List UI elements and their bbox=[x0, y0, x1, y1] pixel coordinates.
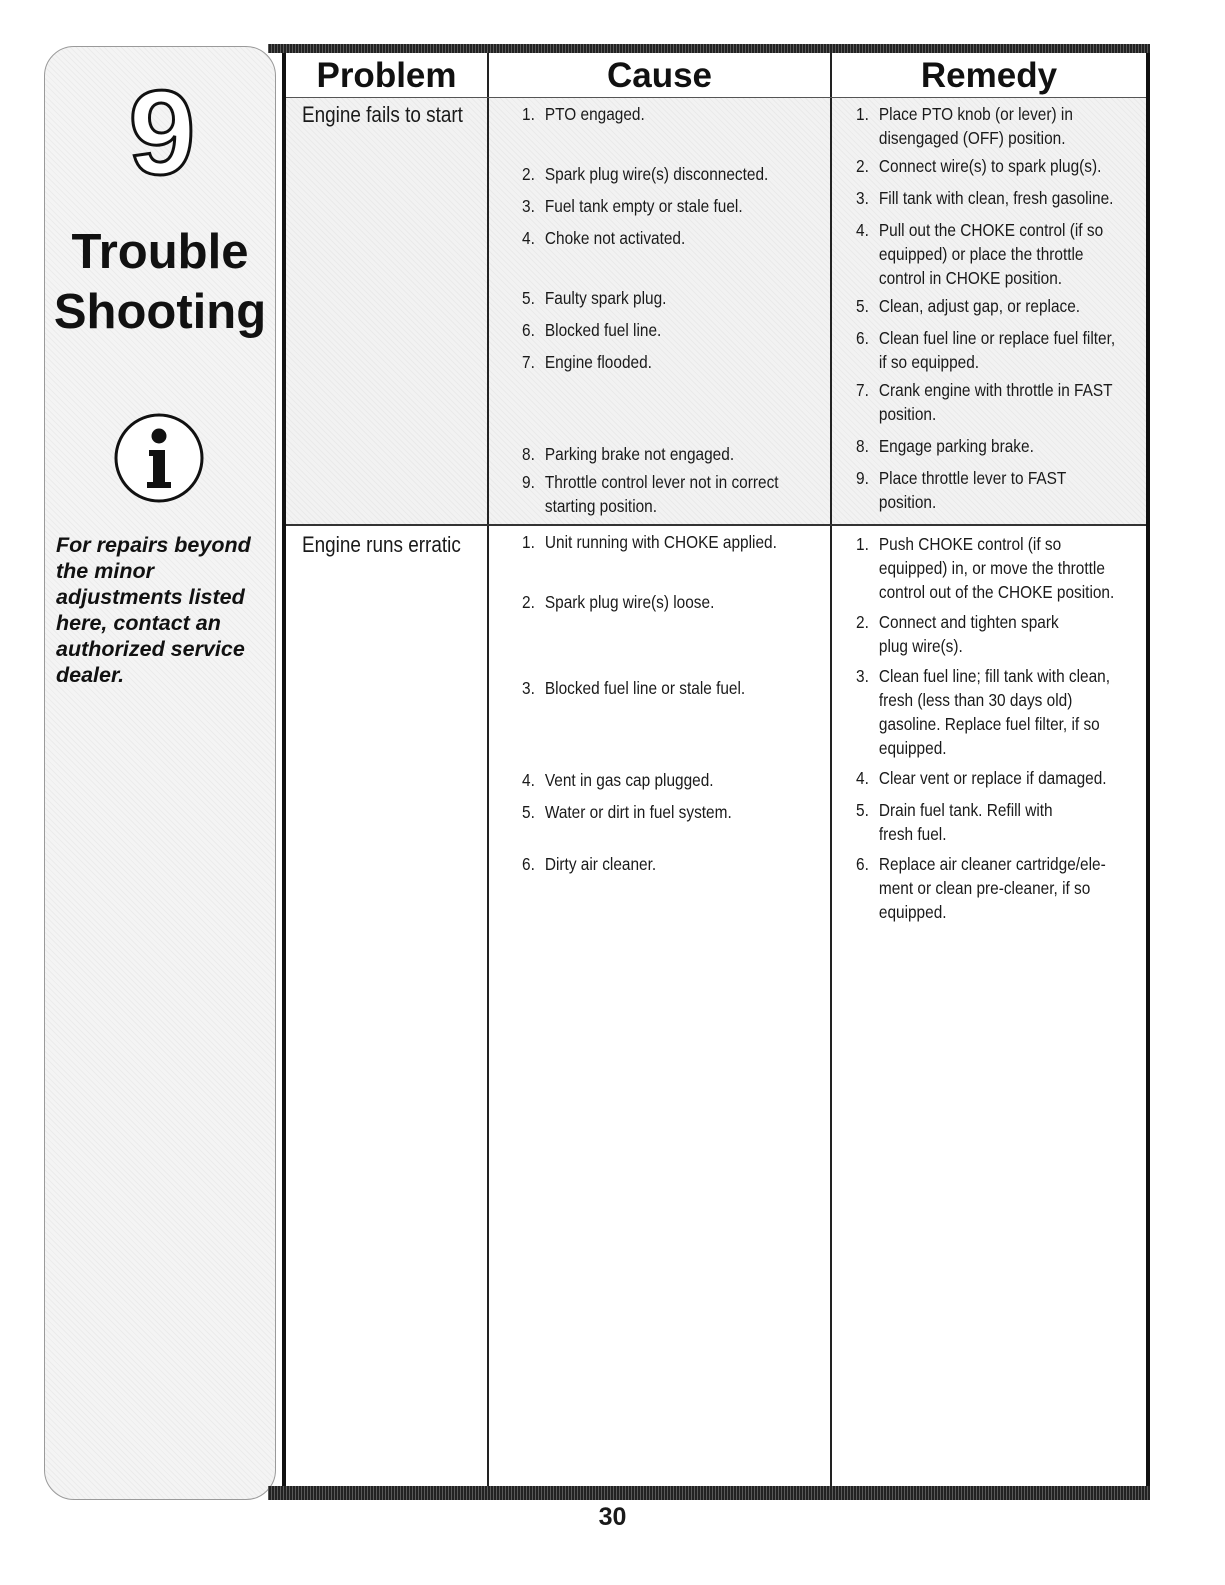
cause-item bbox=[522, 676, 745, 700]
item-text: Blocked fuel line or stale fuel. bbox=[544, 678, 746, 698]
cause-item bbox=[522, 442, 734, 466]
item-text: Engage parking brake. bbox=[878, 436, 1034, 456]
item-text: Water or dirt in fuel system. bbox=[544, 802, 732, 822]
remedy-item bbox=[856, 852, 1106, 924]
item-number: 6. bbox=[522, 854, 535, 874]
item-text: Fuel tank empty or stale fuel. bbox=[544, 196, 743, 216]
item-text: starting position. bbox=[544, 496, 658, 516]
item-text: position. bbox=[878, 404, 937, 424]
remedy-item bbox=[856, 766, 1107, 790]
remedy-item bbox=[856, 378, 1113, 426]
item-number: 9. bbox=[856, 468, 869, 488]
item-text: Clean fuel line or replace fuel filter, bbox=[878, 328, 1116, 348]
cause-item bbox=[522, 530, 777, 554]
item-text: Connect wire(s) to spark plug(s). bbox=[878, 156, 1102, 176]
info-icon bbox=[113, 412, 205, 504]
item-number: 6. bbox=[856, 328, 869, 348]
item-number: 1. bbox=[856, 534, 869, 554]
item-number: 5. bbox=[522, 288, 535, 308]
cause-item bbox=[522, 226, 685, 250]
item-text: PTO engaged. bbox=[544, 104, 645, 124]
item-text: Unit running with CHOKE applied. bbox=[544, 532, 777, 552]
item-text: Fill tank with clean, fresh gasoline. bbox=[878, 188, 1114, 208]
item-text: if so equipped. bbox=[878, 352, 980, 372]
item-text: Blocked fuel line. bbox=[544, 320, 662, 340]
cause-item bbox=[522, 318, 661, 342]
item-text: Connect and tighten spark bbox=[878, 612, 1059, 632]
remedy-item bbox=[856, 186, 1113, 210]
cause-item bbox=[522, 470, 779, 518]
item-text: fresh fuel. bbox=[878, 824, 947, 844]
item-number: 1. bbox=[856, 104, 869, 124]
item-number: 2. bbox=[522, 164, 535, 184]
column-divider bbox=[487, 53, 489, 1486]
item-text: Replace air cleaner cartridge/ele- bbox=[878, 854, 1106, 874]
item-number: 2. bbox=[856, 156, 869, 176]
item-text: Dirty air cleaner. bbox=[544, 854, 657, 874]
item-text: gasoline. Replace fuel filter, if so bbox=[878, 714, 1100, 734]
chapter-number: 9 bbox=[128, 66, 196, 200]
item-text: Push CHOKE control (if so bbox=[878, 534, 1062, 554]
item-number: 1. bbox=[522, 532, 535, 552]
item-number: 1. bbox=[522, 104, 535, 124]
cause-item bbox=[522, 286, 666, 310]
item-text: Place PTO knob (or lever) in bbox=[878, 104, 1073, 124]
column-divider bbox=[830, 53, 832, 1486]
item-text: position. bbox=[878, 492, 937, 512]
item-number: 5. bbox=[522, 802, 535, 822]
item-text: ment or clean pre-cleaner, if so bbox=[878, 878, 1091, 898]
item-text: Clean fuel line; fill tank with clean, bbox=[878, 666, 1111, 686]
item-number: 4. bbox=[856, 220, 869, 240]
cause-item bbox=[522, 194, 743, 218]
item-number: 8. bbox=[522, 444, 535, 464]
item-number: 2. bbox=[856, 612, 869, 632]
item-text: disengaged (OFF) position. bbox=[878, 128, 1066, 148]
section-title-line1: Trouble bbox=[71, 225, 249, 279]
item-number: 3. bbox=[856, 666, 869, 686]
item-text: Vent in gas cap plugged. bbox=[544, 770, 714, 790]
remedy-item bbox=[856, 664, 1110, 760]
remedy-item bbox=[856, 798, 1053, 846]
item-text: control out of the CHOKE position. bbox=[878, 582, 1115, 602]
page-number: 30 bbox=[598, 1503, 627, 1531]
item-number: 4. bbox=[522, 228, 535, 248]
cause-item bbox=[522, 102, 645, 126]
service-dealer-note: For repairs beyond the minor adjustments listed here, contact an authorized service dealer. bbox=[56, 533, 251, 687]
item-text: Place throttle lever to FAST bbox=[878, 468, 1067, 488]
item-text: fresh (less than 30 days old) bbox=[878, 690, 1073, 710]
remedy-item bbox=[856, 218, 1103, 290]
remedy-item bbox=[856, 102, 1073, 150]
item-text: Clean, adjust gap, or replace. bbox=[878, 296, 1081, 316]
header-cause: Cause bbox=[606, 56, 713, 95]
item-text: equipped) or place the throttle bbox=[878, 244, 1084, 264]
item-number: 5. bbox=[856, 296, 869, 316]
item-number: 4. bbox=[522, 770, 535, 790]
item-text: Parking brake not engaged. bbox=[544, 444, 735, 464]
item-text: equipped) in, or move the throttle bbox=[878, 558, 1105, 578]
cause-item bbox=[522, 800, 732, 824]
item-text: Throttle control lever not in correct bbox=[544, 472, 779, 492]
table-bottom-bar bbox=[268, 1486, 1150, 1500]
cause-item bbox=[522, 852, 656, 876]
item-number: 7. bbox=[522, 352, 535, 372]
item-number: 7. bbox=[856, 380, 869, 400]
item-number: 4. bbox=[856, 768, 869, 788]
item-text: Faulty spark plug. bbox=[544, 288, 667, 308]
remedy-item bbox=[856, 294, 1080, 318]
remedy-item bbox=[856, 532, 1114, 604]
item-text: Spark plug wire(s) loose. bbox=[544, 592, 715, 612]
row-rule bbox=[286, 524, 1146, 526]
header-rule bbox=[286, 97, 1146, 98]
item-text: Engine flooded. bbox=[544, 352, 652, 372]
cause-item bbox=[522, 162, 768, 186]
remedy-item bbox=[856, 610, 1059, 658]
item-text: Crank engine with throttle in FAST bbox=[878, 380, 1113, 400]
remedy-item bbox=[856, 434, 1034, 458]
item-number: 9. bbox=[522, 472, 535, 492]
item-text: Clear vent or replace if damaged. bbox=[878, 768, 1107, 788]
item-number: 5. bbox=[856, 800, 869, 820]
header-problem: Problem bbox=[316, 56, 457, 95]
item-text: Drain fuel tank. Refill with bbox=[878, 800, 1053, 820]
header-remedy: Remedy bbox=[920, 56, 1058, 95]
item-text: Pull out the CHOKE control (if so bbox=[878, 220, 1104, 240]
item-text: plug wire(s). bbox=[878, 636, 963, 656]
cause-item bbox=[522, 350, 652, 374]
cause-item bbox=[522, 768, 714, 792]
item-text: Spark plug wire(s) disconnected. bbox=[544, 164, 769, 184]
remedy-item bbox=[856, 326, 1115, 374]
item-number: 3. bbox=[522, 196, 535, 216]
item-text: equipped. bbox=[878, 902, 947, 922]
remedy-item bbox=[856, 466, 1066, 514]
item-text: Choke not activated. bbox=[544, 228, 686, 248]
problem-engine-fails-to-start: Engine fails to start bbox=[302, 102, 463, 127]
problem-engine-runs-erratic: Engine runs erratic bbox=[302, 532, 461, 557]
item-number: 2. bbox=[522, 592, 535, 612]
remedy-item bbox=[856, 154, 1101, 178]
section-title-line2: Shooting bbox=[53, 285, 267, 339]
cause-item bbox=[522, 590, 714, 614]
item-number: 6. bbox=[856, 854, 869, 874]
item-text: equipped. bbox=[878, 738, 947, 758]
table-top-bar bbox=[268, 44, 1150, 53]
item-number: 3. bbox=[856, 188, 869, 208]
item-number: 6. bbox=[522, 320, 535, 340]
item-number: 3. bbox=[522, 678, 535, 698]
item-number: 8. bbox=[856, 436, 869, 456]
item-text: control in CHOKE position. bbox=[878, 268, 1063, 288]
